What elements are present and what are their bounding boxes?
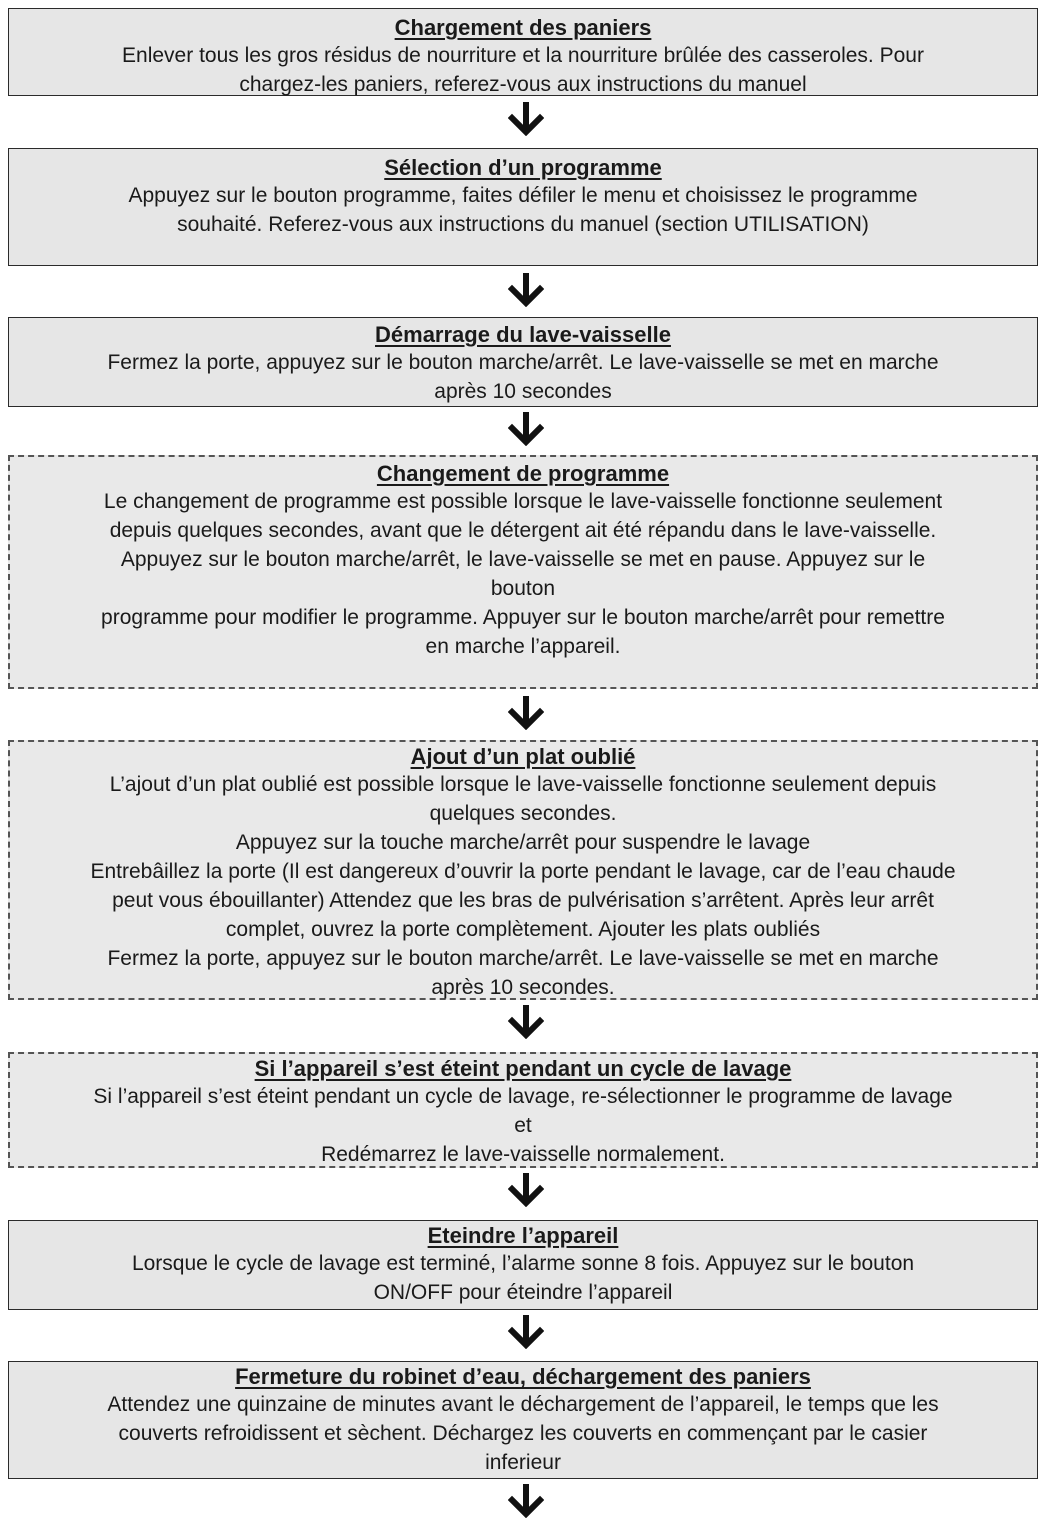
step-chargement-paniers [8, 8, 1038, 96]
step-text-line: Lorsque le cycle de lavage est terminé, l’alarme sonne 8 fois. Appuyez sur le bouton [131, 1252, 915, 1275]
step-title: Démarrage du lave-vaisselle [375, 322, 671, 347]
down-arrow-icon [508, 1315, 544, 1349]
step-title: Chargement des paniers [394, 15, 652, 40]
step-text-line: ON/OFF pour éteindre l’appareil [373, 1281, 673, 1304]
step-eteindre-appareil [8, 1220, 1038, 1310]
step-appareil-eteint [8, 1052, 1038, 1168]
step-text-line: après 10 secondes. [431, 976, 615, 999]
step-text-line: Appuyez sur le bouton programme, faites défiler le menu et choisissez le programme [128, 184, 918, 207]
down-arrow-icon [508, 1173, 544, 1207]
step-text-line: et [514, 1114, 532, 1137]
step-text-line: chargez-les paniers, referez-vous aux instructions du manuel [239, 73, 807, 96]
step-text-line: Fermez la porte, appuyez sur le bouton marche/arrêt. Le lave-vaisselle se met en marche [107, 351, 939, 374]
step-text-line: Entrebâillez la porte (Il est dangereux d’ouvrir la porte pendant le lavage, car de l’eau chaude [90, 860, 956, 883]
down-arrow-icon [508, 412, 544, 446]
step-selection-programme [8, 148, 1038, 266]
step-text-line: Appuyez sur le bouton marche/arrêt, le lave-vaisselle se met en pause. Appuyez sur le [120, 548, 926, 571]
step-text-line: après 10 secondes [434, 380, 612, 403]
step-text-line: inferieur [485, 1451, 561, 1474]
step-text-line: Le changement de programme est possible lorsque le lave-vaisselle fonctionne seulement [103, 490, 943, 513]
step-text-line: Redémarrez le lave-vaisselle normalement. [321, 1143, 725, 1166]
step-text-line: depuis quelques secondes, avant que le détergent ait été répandu dans le lave-vaisselle. [109, 519, 937, 542]
step-text-line: Si l’appareil s’est éteint pendant un cycle de lavage, re-sélectionner le programme de lavage [93, 1085, 953, 1108]
step-title: Si l’appareil s’est éteint pendant un cycle de lavage [254, 1056, 792, 1081]
step-fermeture-robinet [8, 1361, 1038, 1479]
step-text-line: en marche l’appareil. [425, 635, 621, 658]
step-title: Eteindre l’appareil [427, 1223, 619, 1248]
step-text-line: L’ajout d’un plat oublié est possible lorsque le lave-vaisselle fonctionne seulement depuis [109, 773, 937, 796]
step-ajout-plat-oublie [8, 740, 1038, 1000]
step-text-line: Enlever tous les gros résidus de nourriture et la nourriture brûlée des casseroles. Pour [122, 44, 924, 67]
step-title: Changement de programme [376, 461, 670, 486]
step-text-line: bouton [490, 577, 556, 600]
down-arrow-icon [508, 696, 544, 730]
down-arrow-icon [508, 1484, 544, 1518]
step-text-line: programme pour modifier le programme. Appuyer sur le bouton marche/arrêt pour remettre [101, 606, 945, 629]
step-text-line: peut vous ébouillanter) Attendez que les bras de pulvérisation s’arrêtent. Après leur arrêt [112, 889, 934, 912]
step-text-line: couverts refroidissent et sèchent. Déchargez les couverts en commençant par le casier [118, 1422, 928, 1445]
step-title: Sélection d’un programme [384, 155, 662, 180]
step-text-line: Fermez la porte, appuyez sur le bouton marche/arrêt. Le lave-vaisselle se met en marche [107, 947, 939, 970]
step-text-line: quelques secondes. [429, 802, 617, 825]
down-arrow-icon [508, 102, 544, 136]
step-text-line: Appuyez sur la touche marche/arrêt pour suspendre le lavage [235, 831, 811, 854]
down-arrow-icon [508, 1005, 544, 1039]
step-title: Fermeture du robinet d’eau, déchargement des paniers [235, 1364, 811, 1389]
step-text-line: complet, ouvrez la porte complètement. Ajouter les plats oubliés [225, 918, 821, 941]
down-arrow-icon [508, 273, 544, 307]
step-text-line: souhaité. Referez-vous aux instructions du manuel (section UTILISATION) [177, 213, 869, 236]
step-demarrage [8, 317, 1038, 407]
step-changement-programme [8, 455, 1038, 689]
step-title: Ajout d’un plat oublié [410, 744, 636, 769]
step-text-line: Attendez une quinzaine de minutes avant le déchargement de l’appareil, le temps que les [107, 1393, 939, 1416]
